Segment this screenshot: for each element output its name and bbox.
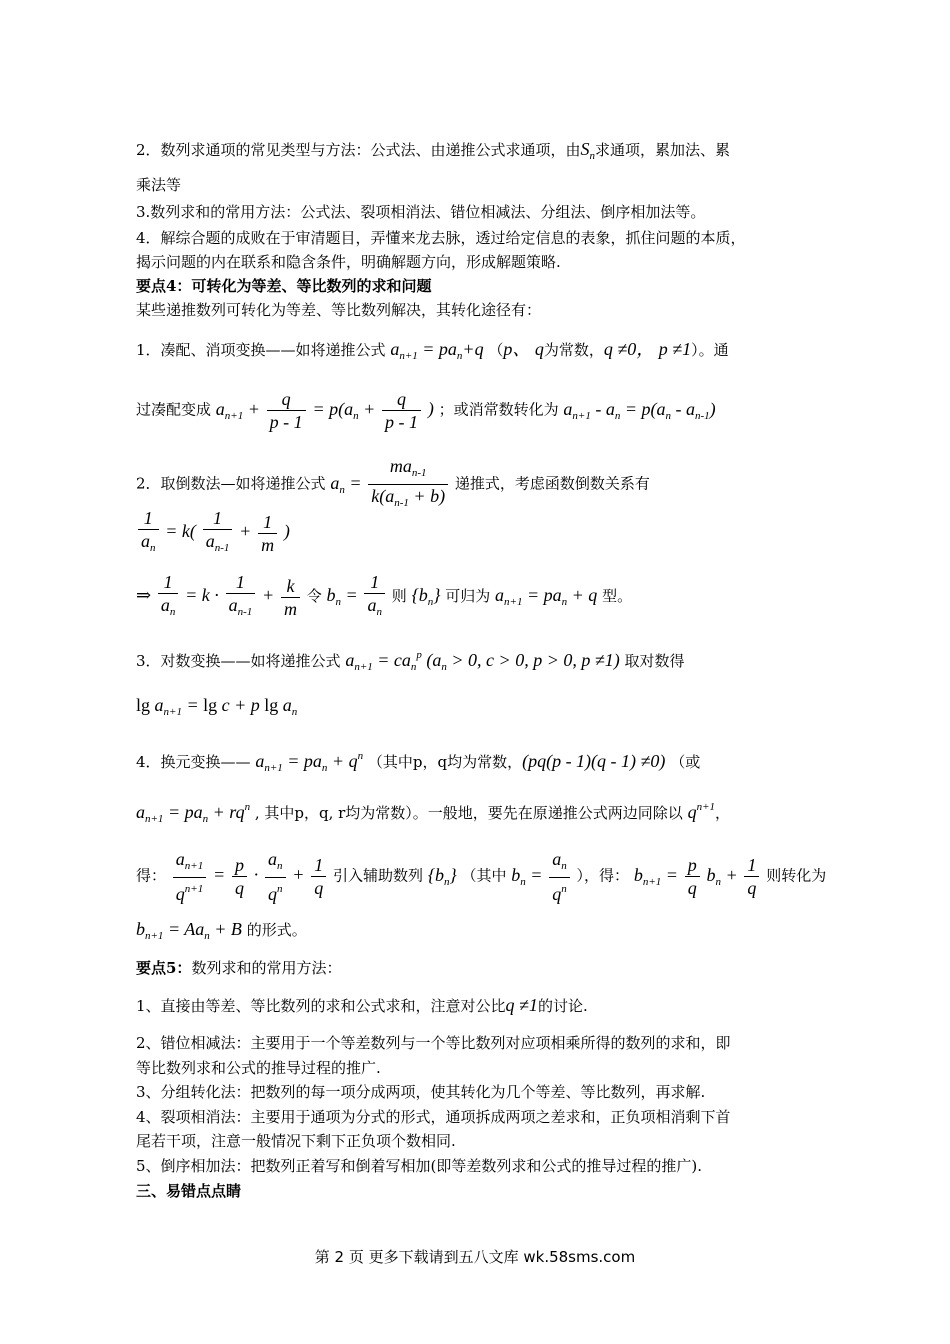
method-4-line-2: $a_{n+1} = pa_n + rq^n$ , 其中p，q, r均为常数）。一般地，要先在原递推公式两边同除以 $q^{n+1}$， [136, 801, 731, 825]
text: 引入辅助数列 [333, 866, 424, 885]
text: 3．对数变换——如将递推公式 [136, 652, 341, 670]
text-line: 乘法等 [136, 176, 182, 194]
text: 可归为 [445, 587, 491, 605]
text-line: 4、裂项相消法：主要用于通项为分式的形式，通项拆成两项之差求和，正负项相消剩下首 [136, 1108, 731, 1126]
text: 得： [136, 866, 167, 885]
text: 则 [391, 587, 407, 605]
method-3-line: 3．对数变换——如将递推公式 $a_{n+1} = ca_n^p$ ($a_n > 0$, c > 0, p > 0, p ≠1) 取对数得 [136, 649, 685, 673]
text: 求通项，累加法、累 [595, 141, 731, 159]
text-line: 3.数列求和的常用方法：公式法、裂项相消法、错位相减法、分组法、倒序相加法等。 [136, 203, 706, 221]
text-line: 1、直接由等差、等比数列的求和公式求和，注意对公比q ≠1的讨论. [136, 995, 588, 1015]
text-line: 2、错位相减法：主要用于一个等差数列与一个等比数列对应项相乘所得的数列的求和，即 [136, 1034, 731, 1052]
text-line: 3、分组转化法：把数列的每一项分成两项，使其转化为几个等差、等比数列，再求解. [136, 1083, 706, 1101]
text: 1、直接由等差、等比数列的求和公式求和，注意对公比 [136, 997, 506, 1015]
section-heading: 三、易错点点睛 [136, 1182, 242, 1200]
method-1-line: 1．凑配、消项变换——如将递推公式 $a_{n+1} = pa_n+q$ （p、 q为常数，q ≠0， p ≠1）。通 [136, 339, 729, 362]
text: 则转化为 [766, 866, 827, 885]
text: 4．换元变换—— [136, 753, 251, 771]
method-2-result: ⇒ $\frac{1}{a_n}$ = k · $\frac{1}{a_{n-1}}$ + $\frac{k}{m}$ 令 $b_n$ = $\frac{1}{a_n}$ 则 $\{b_n\}$ 可归为 $a_{n+1} = pa_n + q$ 型。 [136, 572, 633, 619]
text: 的讨论. [537, 997, 588, 1015]
text-line: 尾若干项，注意一般情况下剩下正负项个数相同. [136, 1132, 456, 1150]
text: 的形式。 [246, 921, 307, 939]
text: 要点5： [136, 959, 192, 977]
text: 数列求和的常用方法： [191, 959, 342, 977]
text: ），得： [576, 866, 630, 885]
text: 令 [306, 587, 322, 605]
method-3-formula: $\lg a_{n+1} = \lg c + p$ $\lg a_n$ [136, 695, 298, 718]
method-2-formula: $\frac{1}{a_n}$ = k( $\frac{1}{a_{n-1}}$ + $\frac{1}{m}$ ) [136, 507, 290, 559]
text-line: 等比数列求和公式的推导过程的推广. [136, 1059, 381, 1077]
text-line: 2．数列求通项的常见类型与方法：公式法、由递推公式求通项，由$S_n$求通项，累加法、累 [136, 139, 731, 162]
text: ；或消常数转化为 [438, 400, 559, 419]
text: 过凑配变成 [136, 400, 212, 419]
method-4-line: 4．换元变换—— $a_{n+1} = pa_n + q^n$ （其中p，q均为常数，(pq(p - 1)(q - 1) ≠0) （或 [136, 750, 701, 774]
text-line: 5、倒序相加法：把数列正着写和倒着写相加(即等差数列求和公式的推导过程的推广). [136, 1157, 703, 1175]
text: 递推式，考虑函数倒数关系有 [454, 474, 650, 493]
method-2-line: 2．取倒数法—如将递推公式 $a_n$ = $\frac{ma_{n-1}}{k(a_{n-1} + b)}$ 递推式，考虑函数倒数关系有 [136, 456, 650, 509]
text-line: 揭示问题的内在联系和隐含条件，明确解题方向，形成解题策略. [136, 253, 561, 271]
text: ）。通 [691, 341, 729, 359]
text: 2．取倒数法—如将递推公式 [136, 474, 326, 493]
method-1-formula: 过凑配变成 $a_{n+1}$ + $\frac{q}{p - 1}$ = $p(a_n$ + $\frac{q}{p - 1}$ ) ；或消常数转化为 $a_{n+1} - a_n = p(a_n - a_{n-1})$ [136, 389, 716, 432]
text: （或 [670, 753, 701, 771]
text: 2．数列求通项的常见类型与方法：公式法、由递推公式求通项，由 [136, 141, 581, 159]
method-4-formula: 得： $\frac{a_{n+1}}{q^{n+1}}$ = $\frac{p}{q}$ · $\frac{a_n}{q^n}$ + $\frac{1}{q}$ 引入辅助数列 $\{b_n\}$ （其中 $b_n$ = $\frac{a_n}{q^n}$ ），得： $b_{n+1}$ = $\frac{p}{q}$ $b_n$ + $\frac{1}{q}$ 则转化为 [136, 849, 827, 904]
text: （ [488, 341, 504, 359]
text-line: 某些递推数列可转化为等差、等比数列解决，其转化途径有： [136, 301, 542, 319]
text: （其中p，q均为常数， [367, 753, 523, 771]
text-line: 4．解综合题的成败在于审清题目，弄懂来龙去脉，透过给定信息的表象，抓住问题的本质， [136, 229, 746, 247]
page-footer: 第 2 页 更多下载请到五八文库 wk.58sms.com [314, 1248, 636, 1266]
text: 取对数得 [624, 652, 685, 670]
text: 1．凑配、消项变换——如将递推公式 [136, 341, 386, 359]
section-heading [136, 957, 341, 979]
text: 型。 [602, 587, 633, 605]
section-heading: 要点4：可转化为等差、等比数列的求和问题 [136, 277, 432, 295]
method-4-result: $b_{n+1} = Aa_n + B$ 的形式。 [136, 919, 307, 942]
text: （其中 [461, 866, 507, 885]
text: 为常数， [543, 341, 604, 359]
text: , 其中p，q, r均为常数）。一般地，要先在原递推公式两边同除以 [254, 804, 683, 822]
